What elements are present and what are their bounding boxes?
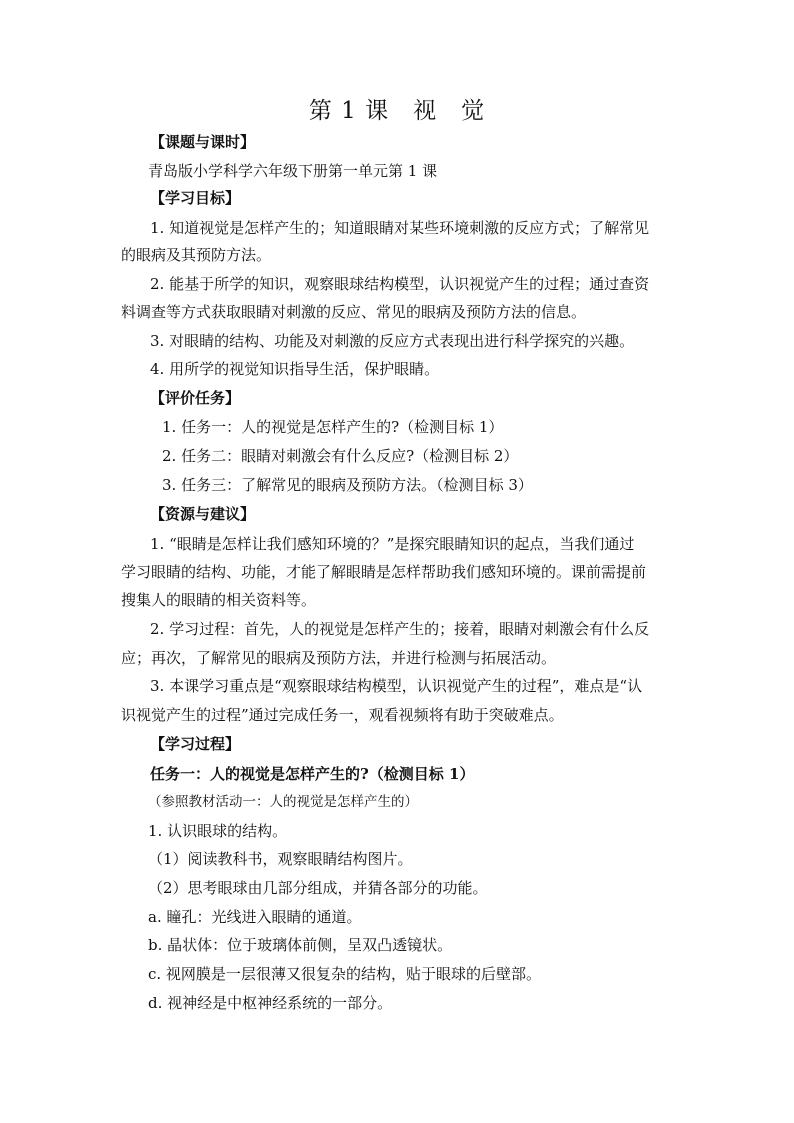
process-sub-1: （1）阅读教科书，观察眼睛结构图片。 [148,850,413,868]
eye-part-c: c. 视网膜是一层很薄又很复杂的结构，贴于眼球的后壁部。 [148,965,541,983]
process-task-title: 任务一：人的视觉是怎样产生的?（检测目标 1） [150,765,475,783]
section-heading-assessment: 【评价任务】 [150,389,241,407]
resource-1-line-2: 学习眼睛的结构、功能，才能了解眼睛是怎样帮助我们感知环境的。课前需提前 [121,563,647,581]
page-title: 第 1 课 视 觉 [308,98,486,124]
goal-1-line-2: 的眼病及其预防方法。 [121,246,272,264]
eye-part-a: a. 瞳孔：光线进入眼睛的通道。 [148,908,362,926]
assessment-task-3: 3. 任务三：了解常见的眼病及预防方法。（检测目标 3） [162,476,533,494]
resource-3-line-1: 3. 本课学习重点是“观察眼球结构模型，认识视觉产生的过程”，难点是“认 [150,677,643,695]
topic-text: 青岛版小学科学六年级下册第一单元第 1 课 [148,162,438,180]
section-heading-process: 【学习过程】 [150,735,241,753]
resource-2-line-1: 2. 学习过程：首先，人的视觉是怎样产生的；接着，眼睛对刺激会有什么反 [150,620,650,638]
process-sub-2: （2）思考眼球由几部分组成，并猜各部分的功能。 [148,879,488,897]
section-heading-goals: 【学习目标】 [150,189,241,207]
process-note: （参照教材活动一：人的视觉是怎样产生的） [148,794,418,810]
section-heading-topic: 【课题与课时】 [150,133,256,151]
eye-part-b: b. 晶状体：位于玻璃体前侧，呈双凸透镜状。 [148,936,453,954]
resource-2-line-2: 应；再次，了解常见的眼病及预防方法，并进行检测与拓展活动。 [121,649,557,667]
goal-1-line-1: 1. 知道视觉是怎样产生的；知道眼睛对某些环境刺激的反应方式；了解常见 [150,219,650,237]
process-step-1: 1. 认识眼球的结构。 [148,822,288,840]
goal-2-line-2: 料调查等方式获取眼睛对刺激的反应、常见的眼病及预防方法的信息。 [121,303,587,321]
goal-3: 3. 对眼睛的结构、功能及对刺激的反应方式表现出进行科学探究的兴趣。 [150,332,635,350]
resource-3-line-2: 识视觉产生的过程”通过完成任务一，观看视频将有助于突破难点。 [121,706,564,724]
assessment-task-1: 1. 任务一：人的视觉是怎样产生的?（检测目标 1） [162,418,504,436]
resource-1-line-1: 1. “眼睛是怎样让我们感知环境的？”是探究眼睛知识的起点，当我们通过 [150,535,635,553]
eye-part-d: d. 视神经是中枢神经系统的一部分。 [148,994,393,1012]
goal-2-line-1: 2. 能基于所学的知识，观察眼球结构模型，认识视觉产生的过程；通过查资 [150,275,650,293]
section-heading-resources: 【资源与建议】 [150,505,256,523]
goal-4: 4. 用所学的视觉知识指导生活，保护眼睛。 [150,360,440,378]
resource-1-line-3: 搜集人的眼睛的相关资料等。 [121,591,317,609]
assessment-task-2: 2. 任务二：眼睛对刺激会有什么反应?（检测目标 2） [162,447,519,465]
